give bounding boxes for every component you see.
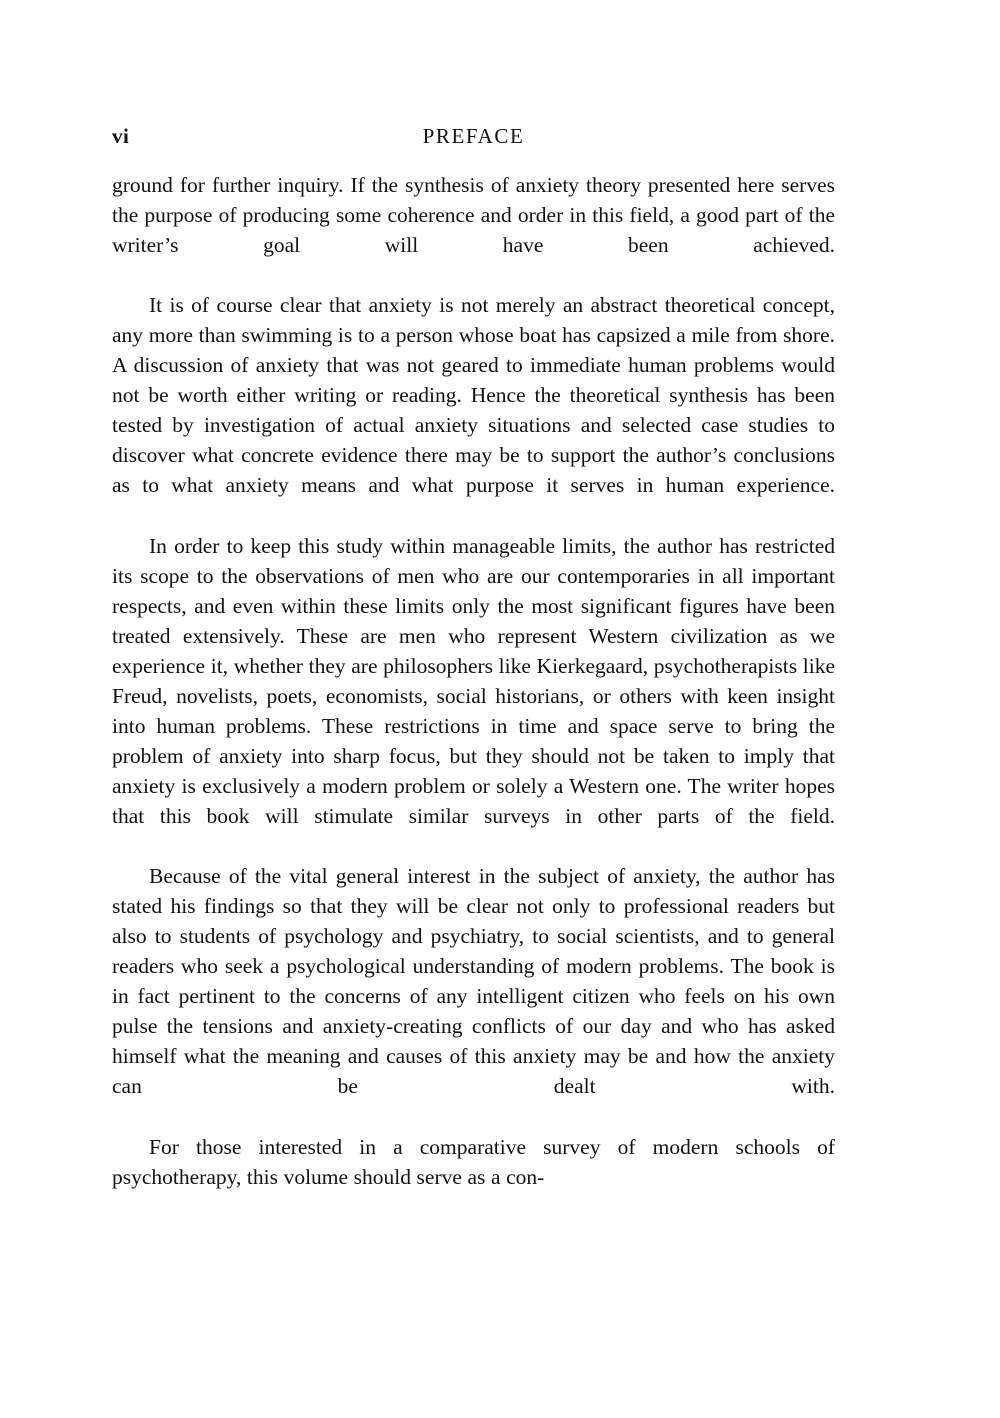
running-head-title: PREFACE (422, 124, 525, 148)
paragraph-5: For those interested in a comparative survey of modern schools of psychotherapy, this volume should serve as a con- (112, 1134, 835, 1189)
paragraph-1: ground for further inquiry. If the synthesis of anxiety theory presented here serves the purpose of producing some coherence and order in this field, a good part of the writer’s goal will have been achieved. (112, 173, 835, 258)
paragraph-4: Because of the vital general interest in the subject of anxiety, the author has stated his findings so that they will be clear not only to professional readers but also to students of psychology and psychiatry, to social scientists, and to general readers who seek a psychological understanding of modern problems. The book is in fact pertinent to the concerns of any intelligent citizen who feels on his own pulse the tensions and anxiety-creating conflicts of our day and who has asked himself what the meaning and causes of this anxiety may be and how the anxiety can be dealt with. (112, 864, 835, 1099)
page-number: vi (112, 124, 130, 148)
paragraph-2: It is of course clear that anxiety is not merely an abstract theoretical concept, any more than swimming is to a person whose boat has capsized a mile from shore. A discussion of anxiety that was not geared to immediate human problems would not be worth either writing or reading. Hence the theoretical synthesis has been tested by investigation of actual anxiety situations and selected case studies to discover what concrete evidence there may be to support the author’s conclusions as to what anxiety means and what purpose it serves in human experience. (112, 293, 835, 498)
running-head (112, 122, 835, 152)
paragraph-3: In order to keep this study within manageable limits, the author has restricted its scope to the observations of men who are our contemporaries in all important respects, and even within these limits only the most significant figures have been treated extensively. These are men who represent Western civilization as we experience it, whether they are philosophers like Kierkegaard, psychotherapists like Freud, novelists, poets, economists, social historians, or others with keen insight into human problems. These restrictions in time and space serve to bring the problem of anxiety into sharp focus, but they should not be taken to imply that anxiety is exclusively a modern problem or solely a Western one. The writer hopes that this book will stimulate similar surveys in other parts of the field. (112, 533, 835, 828)
body-text-block (112, 170, 835, 1192)
